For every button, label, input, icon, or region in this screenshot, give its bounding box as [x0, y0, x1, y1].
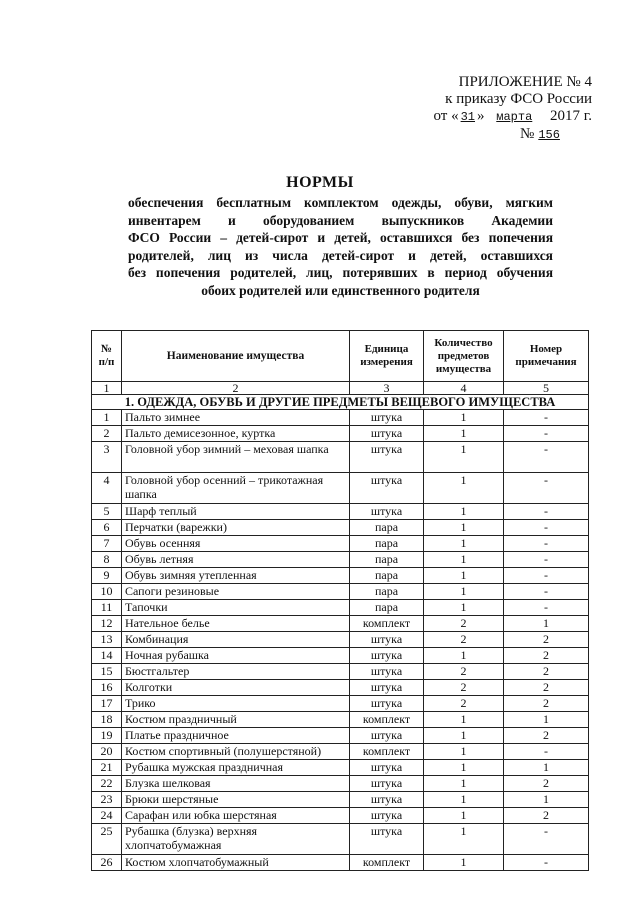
table-row — [92, 760, 589, 776]
item-quantity: 1 — [424, 855, 504, 871]
table-row — [92, 664, 589, 680]
subtitle-line: без попечения родителей, лиц, потерявших в период обучения — [128, 265, 553, 280]
item-note: 2 — [504, 680, 589, 696]
item-quantity: 1 — [424, 410, 504, 426]
item-name: Блузка шелковая — [122, 776, 350, 792]
item-name: Сарафан или юбка шерстяная — [122, 808, 350, 824]
item-unit: штука — [350, 648, 424, 664]
item-note: - — [504, 855, 589, 871]
item-unit: комплект — [350, 744, 424, 760]
column-number: 2 — [122, 382, 350, 395]
table-row — [92, 680, 589, 696]
item-quantity: 2 — [424, 680, 504, 696]
row-number: 16 — [92, 680, 122, 696]
row-number: 14 — [92, 648, 122, 664]
item-unit: штука — [350, 442, 424, 473]
row-number: 7 — [92, 536, 122, 552]
table-row — [92, 584, 589, 600]
row-number: 26 — [92, 855, 122, 871]
row-number: 9 — [92, 568, 122, 584]
item-quantity: 1 — [424, 442, 504, 473]
item-note: 1 — [504, 712, 589, 728]
item-quantity: 1 — [424, 473, 504, 504]
row-number: 8 — [92, 552, 122, 568]
column-number: 4 — [424, 382, 504, 395]
item-unit: комплект — [350, 855, 424, 871]
item-unit: пара — [350, 600, 424, 616]
item-quantity: 1 — [424, 728, 504, 744]
row-number: 3 — [92, 442, 122, 473]
item-name: Пальто демисезонное, куртка — [122, 426, 350, 442]
item-unit: пара — [350, 552, 424, 568]
item-quantity: 1 — [424, 568, 504, 584]
row-number: 1 — [92, 410, 122, 426]
item-quantity: 1 — [424, 600, 504, 616]
header-number: № п/п — [92, 331, 122, 382]
item-quantity: 1 — [424, 792, 504, 808]
row-number: 11 — [92, 600, 122, 616]
item-quantity: 1 — [424, 648, 504, 664]
table-row — [92, 792, 589, 808]
section-row — [92, 395, 589, 410]
table-row — [92, 808, 589, 824]
appendix-date: от « 31 » марта 2017 г. — [433, 108, 592, 124]
section-title: 1. ОДЕЖДА, ОБУВЬ И ДРУГИЕ ПРЕДМЕТЫ ВЕЩЕВОГО ИМУЩЕСТВА — [92, 395, 589, 410]
table-row — [92, 426, 589, 442]
item-note: - — [504, 520, 589, 536]
item-name: Обувь зимняя утепленная — [122, 568, 350, 584]
table-row — [92, 473, 589, 504]
item-name: Обувь осенняя — [122, 536, 350, 552]
order-number: 156 — [538, 128, 560, 142]
item-name: Обувь летняя — [122, 552, 350, 568]
item-unit: штука — [350, 808, 424, 824]
item-quantity: 1 — [424, 824, 504, 855]
table-row — [92, 616, 589, 632]
item-quantity: 2 — [424, 616, 504, 632]
table-row — [92, 536, 589, 552]
item-quantity: 1 — [424, 808, 504, 824]
item-note: 2 — [504, 632, 589, 648]
item-name: Брюки шерстяные — [122, 792, 350, 808]
column-number-row — [92, 382, 589, 395]
item-note: 2 — [504, 776, 589, 792]
item-unit: пара — [350, 568, 424, 584]
row-number: 13 — [92, 632, 122, 648]
item-quantity: 2 — [424, 632, 504, 648]
row-number: 10 — [92, 584, 122, 600]
row-number: 19 — [92, 728, 122, 744]
item-name: Головной убор осенний – трикотажная шапка — [122, 473, 350, 504]
item-name: Тапочки — [122, 600, 350, 616]
item-unit: штука — [350, 776, 424, 792]
column-number: 5 — [504, 382, 589, 395]
item-unit: штука — [350, 504, 424, 520]
item-quantity: 1 — [424, 504, 504, 520]
item-quantity: 2 — [424, 664, 504, 680]
item-unit: штука — [350, 792, 424, 808]
item-name: Трико — [122, 696, 350, 712]
appendix-title: ПРИЛОЖЕНИЕ № 4 — [458, 74, 592, 90]
table-row — [92, 712, 589, 728]
item-note: - — [504, 824, 589, 855]
date-month: марта — [496, 110, 533, 124]
item-note: - — [504, 536, 589, 552]
item-name: Головной убор зимний – меховая шапка — [122, 442, 350, 473]
row-number: 22 — [92, 776, 122, 792]
row-number: 12 — [92, 616, 122, 632]
row-number: 23 — [92, 792, 122, 808]
table-row — [92, 552, 589, 568]
header-name: Наименование имущества — [122, 331, 350, 382]
appendix-number: № 156 — [520, 126, 560, 142]
appendix-order: к приказу ФСО России — [445, 91, 592, 107]
item-note: - — [504, 426, 589, 442]
item-unit: штука — [350, 680, 424, 696]
item-quantity: 1 — [424, 760, 504, 776]
subtitle-line: обоих родителей или единственного родителя — [201, 282, 480, 298]
document-subtitle — [128, 194, 553, 299]
item-name: Костюм хлопчатобумажный — [122, 855, 350, 871]
row-number: 18 — [92, 712, 122, 728]
item-note: - — [504, 600, 589, 616]
table-row — [92, 600, 589, 616]
table-row — [92, 855, 589, 871]
item-unit: штука — [350, 696, 424, 712]
header-note: Номер примечания — [504, 331, 589, 382]
item-name: Платье праздничное — [122, 728, 350, 744]
item-unit: комплект — [350, 712, 424, 728]
item-note: 2 — [504, 648, 589, 664]
item-note: 2 — [504, 728, 589, 744]
item-note: - — [504, 744, 589, 760]
item-note: - — [504, 473, 589, 504]
row-number: 6 — [92, 520, 122, 536]
table-row — [92, 696, 589, 712]
item-note: 2 — [504, 696, 589, 712]
norms-table — [91, 330, 589, 871]
table-row — [92, 648, 589, 664]
item-unit: штука — [350, 426, 424, 442]
row-number: 25 — [92, 824, 122, 855]
item-name: Рубашка мужская праздничная — [122, 760, 350, 776]
item-quantity: 1 — [424, 426, 504, 442]
item-quantity: 1 — [424, 520, 504, 536]
item-name: Бюстгальтер — [122, 664, 350, 680]
row-number: 2 — [92, 426, 122, 442]
item-quantity: 2 — [424, 696, 504, 712]
row-number: 15 — [92, 664, 122, 680]
item-note: - — [504, 568, 589, 584]
item-name: Пальто зимнее — [122, 410, 350, 426]
item-unit: штука — [350, 410, 424, 426]
item-quantity: 1 — [424, 776, 504, 792]
item-quantity: 1 — [424, 584, 504, 600]
subtitle-line: родителей, лиц из числа детей-сирот и детей, оставшихся — [128, 247, 553, 263]
table-row — [92, 744, 589, 760]
subtitle-line: инвентарем и оборудованием выпускников Академии — [128, 212, 553, 228]
subtitle-line: обеспечения бесплатным комплектом одежды, обуви, мягким — [128, 195, 553, 210]
row-number: 17 — [92, 696, 122, 712]
item-name: Рубашка (блузка) верхняя хлопчатобумажная — [122, 824, 350, 855]
item-name: Ночная рубашка — [122, 648, 350, 664]
item-name: Шарф теплый — [122, 504, 350, 520]
table-row — [92, 728, 589, 744]
table-row — [92, 776, 589, 792]
date-day: 31 — [460, 110, 476, 124]
item-note: - — [504, 504, 589, 520]
item-unit: штука — [350, 473, 424, 504]
item-name: Костюм спортивный (полушерстяной) — [122, 744, 350, 760]
item-note: - — [504, 410, 589, 426]
page-title: НОРМЫ — [286, 174, 354, 191]
item-note: - — [504, 584, 589, 600]
table-row — [92, 504, 589, 520]
item-note: - — [504, 552, 589, 568]
row-number: 24 — [92, 808, 122, 824]
item-unit: штука — [350, 728, 424, 744]
item-unit: штука — [350, 632, 424, 648]
table-row — [92, 442, 589, 473]
header-quantity: Количество предметов имущества — [424, 331, 504, 382]
row-number: 5 — [92, 504, 122, 520]
row-number: 20 — [92, 744, 122, 760]
subtitle-line: ФСО России – детей-сирот и детей, оставшихся без попечения — [128, 230, 553, 245]
item-unit: пара — [350, 584, 424, 600]
item-note: 2 — [504, 808, 589, 824]
appendix-block — [434, 74, 593, 144]
column-number: 3 — [350, 382, 424, 395]
item-unit: комплект — [350, 616, 424, 632]
item-unit: штука — [350, 664, 424, 680]
item-name: Перчатки (варежки) — [122, 520, 350, 536]
item-name: Комбинация — [122, 632, 350, 648]
column-number: 1 — [92, 382, 122, 395]
item-unit: пара — [350, 536, 424, 552]
item-note: 1 — [504, 760, 589, 776]
table-row — [92, 632, 589, 648]
item-name: Колготки — [122, 680, 350, 696]
item-unit: штука — [350, 824, 424, 855]
item-unit: штука — [350, 760, 424, 776]
item-note: - — [504, 442, 589, 473]
table-row — [92, 824, 589, 855]
row-number: 21 — [92, 760, 122, 776]
item-name: Костюм праздничный — [122, 712, 350, 728]
row-number: 4 — [92, 473, 122, 504]
item-quantity: 1 — [424, 536, 504, 552]
table-row — [92, 520, 589, 536]
item-name: Нательное белье — [122, 616, 350, 632]
item-unit: пара — [350, 520, 424, 536]
item-quantity: 1 — [424, 712, 504, 728]
item-note: 1 — [504, 792, 589, 808]
table-row — [92, 410, 589, 426]
item-note: 2 — [504, 664, 589, 680]
item-quantity: 1 — [424, 744, 504, 760]
table-row — [92, 568, 589, 584]
item-name: Сапоги резиновые — [122, 584, 350, 600]
item-note: 1 — [504, 616, 589, 632]
header-unit: Единица измерения — [350, 331, 424, 382]
item-quantity: 1 — [424, 552, 504, 568]
